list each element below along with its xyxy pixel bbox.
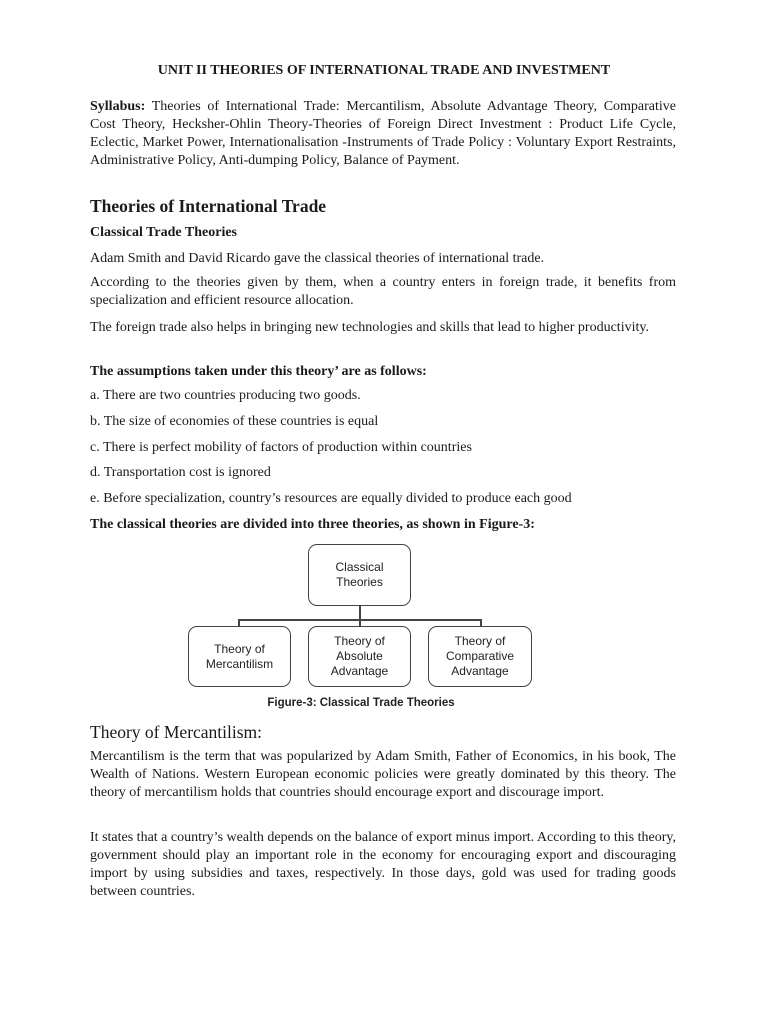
connector-line [238,619,240,626]
connector-line [359,619,361,626]
figure-intro: The classical theories are divided into three theories, as shown in Figure-3: [90,517,535,532]
paragraph-classical-3: The foreign trade also helps in bringing new technologies and skills that lead to higher productivity. [90,320,649,335]
assumption-item: e. Before specialization, country’s resources are equally divided to produce each good [90,491,572,506]
node-text: Theory of [454,634,506,648]
assumptions-heading: The assumptions taken under this theory’ are as follows: [90,364,427,379]
section-heading-theories: Theories of International Trade [90,196,327,216]
node-text: Theories [336,575,383,589]
subheading-classical: Classical Trade Theories [90,225,237,240]
connector-line [480,619,482,626]
syllabus-paragraph [90,98,676,170]
node-text: Mercantilism [205,656,274,671]
diagram-node-mercantilism [188,626,291,687]
node-text: Theory of [214,641,265,656]
paragraph-classical-1: Adam Smith and David Ricardo gave the classical theories of international trade. [90,251,545,266]
paragraph-mercantilism-2: It states that a country’s wealth depends on the balance of export minus import. According to this theory, government should play an important role in the economy for encouraging export and discouraging import by using subsidies and taxes, respectively. In those days, gold was used for trading goods between countries. [90,830,676,899]
node-text: Comparative [445,649,515,663]
node-text: Theory of [334,634,385,648]
node-text: Classical [335,560,384,574]
paragraph-classical-2: According to the theories given by them, when a country enters in foreign trade, it benefits from specialization and efficient resource allocation. [90,275,676,308]
diagram-node-absolute-advantage [308,626,411,687]
section-heading-mercantilism: Theory of Mercantilism: [90,722,263,742]
connector-line [359,606,361,620]
syllabus-label: Syllabus: [90,99,146,114]
diagram-node-root [308,544,411,606]
unit-title: UNIT II THEORIES OF INTERNATIONAL TRADE AND INVESTMENT [157,63,611,78]
assumption-item: c. There is perfect mobility of factors of production within countries [90,440,472,455]
node-text: Advantage [330,664,389,678]
figure-classical-theories [186,541,536,716]
node-text: Advantage [451,664,509,678]
assumption-item: b. The size of economies of these countries is equal [90,414,379,429]
assumption-item: a. There are two countries producing two goods. [90,388,361,403]
diagram-node-comparative-advantage [428,626,532,687]
paragraph-mercantilism-1: Mercantilism is the term that was popularized by Adam Smith, Father of Economics, in his book, The Wealth of Nations. Western European economic policies were greatly dominated by this theory. The theory of mercantilism holds that countries should encourage export and discourage import. [90,749,676,800]
syllabus-text: Theories of International Trade: Mercantilism, Absolute Advantage Theory, Comparative Cost Theory, Hecksher-Ohlin Theory-Theories of Foreign Direct Investment : Product Life Cycle, Eclectic, Market Power, Internationalisation -Instruments of Trade Policy : Voluntary Export Restraints, Administrative Policy, Anti-dumping Policy, Balance of Payment. [90,99,676,168]
node-text: Absolute [336,649,383,663]
assumption-item: d. Transportation cost is ignored [90,465,271,480]
figure-caption: Figure-3: Classical Trade Theories [267,697,455,709]
